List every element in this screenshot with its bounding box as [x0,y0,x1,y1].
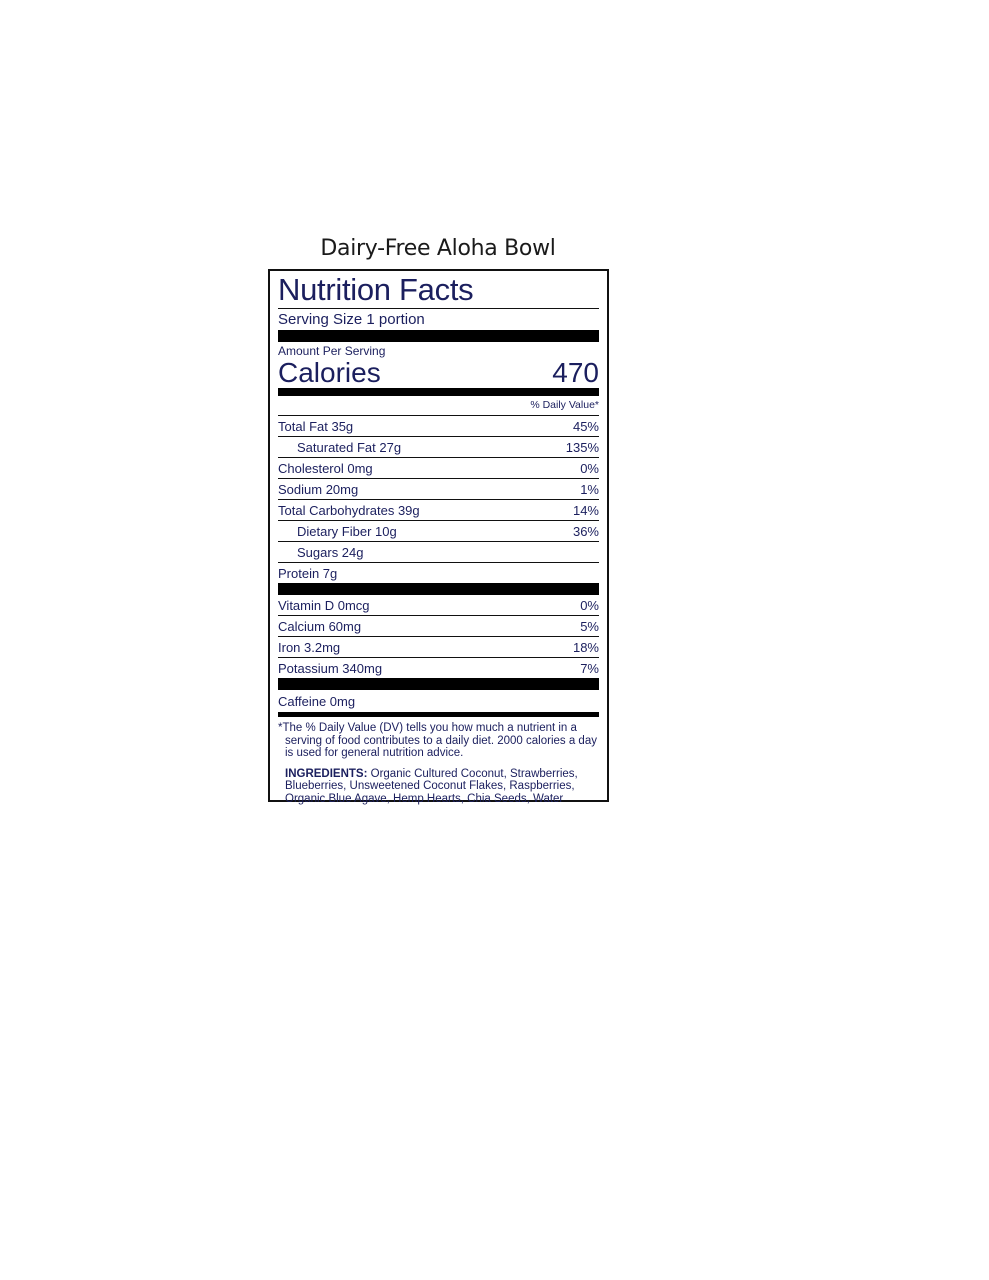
vitamin-row [278,636,599,657]
serving-size: Serving Size 1 portion [278,311,425,328]
nutrient-name: Cholesterol 0mg [278,461,373,476]
calories-row [278,358,599,388]
nutrient-row [278,436,599,457]
product-title: Dairy-Free Aloha Bowl [320,236,556,261]
ingredients-text: Organic Cultured Coconut, Strawberries, Blueberries, Unsweetened Coconut Flakes, Raspberries, Organic Blue Agave, Hemp Hearts, Chia Seeds, Water [285,767,578,806]
nutrient-name: Protein 7g [278,566,338,581]
thick-divider [278,583,599,595]
vitamin-row [278,595,599,615]
daily-value-header: % Daily Value* [530,399,599,411]
nutrient-dv: 14% [572,503,599,518]
vitamin-dv: 5% [580,619,599,634]
vitamin-name: Vitamin D 0mcg [278,598,370,613]
vitamin-row [278,657,599,678]
nutrient-name: Sodium 20mg [278,482,359,497]
nutrient-row [278,541,599,562]
nutrition-facts-panel [268,269,609,806]
nutrient-name: Total Fat 35g [278,419,354,434]
nutrition-facts-heading: Nutrition Facts [278,272,474,307]
amount-per-serving: Amount Per Serving [278,344,386,358]
thick-divider [278,678,599,690]
nutrient-row [278,499,599,520]
ingredients-label: INGREDIENTS: [285,767,368,780]
nutrient-name: Dietary Fiber 10g [297,524,397,539]
nutrient-name: Sugars 24g [297,545,364,560]
nutrient-row [278,520,599,541]
caffeine-row: Caffeine 0mg [278,694,356,709]
vitamin-dv: 0% [580,598,599,613]
ingredients [278,768,599,806]
nutrient-dv: 0% [580,461,599,476]
small-divider [278,712,599,717]
nutrient-name: Saturated Fat 27g [297,440,402,455]
nutrient-row [278,562,599,583]
vitamin-name: Potassium 340mg [278,661,383,676]
thick-divider [278,330,599,342]
calories-value: 470 [552,357,599,388]
nutrient-dv: 1% [580,482,599,497]
medium-divider [278,388,599,396]
vitamin-name: Calcium 60mg [278,619,362,634]
nutrient-row [278,478,599,499]
vitamin-row [278,615,599,636]
nutrient-dv: 135% [565,440,599,455]
vitamin-dv: 7% [580,661,599,676]
nutrient-dv: 36% [572,524,599,539]
calories-label: Calories [278,357,381,388]
vitamin-name: Iron 3.2mg [278,640,341,655]
nutrient-dv: 45% [572,419,599,434]
nutrient-name: Total Carbohydrates 39g [278,503,420,518]
nutrient-row [278,457,599,478]
nutrient-row [278,415,599,436]
vitamin-dv: 18% [572,640,599,655]
daily-value-footnote: *The % Daily Value (DV) tells you how much a nutrient in a serving of food contributes to a daily diet. 2000 calories a day is used for general nutrition advice. [278,722,597,759]
